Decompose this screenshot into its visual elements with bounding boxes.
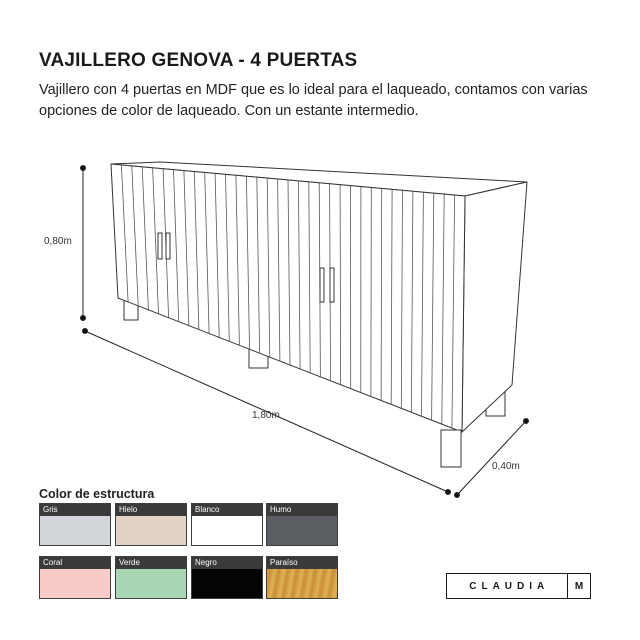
depth-label: 0,40m (492, 461, 520, 472)
swatch-coral[interactable] (39, 556, 111, 599)
swatch-label: Gris (40, 504, 110, 516)
swatch-humo[interactable] (266, 503, 338, 546)
brand-logo (446, 573, 591, 599)
width-label: 1,80m (252, 410, 280, 421)
swatch-label: Negro (192, 557, 262, 569)
swatch-color (192, 516, 262, 546)
swatch-color (267, 569, 337, 599)
swatch-label: Humo (267, 504, 337, 516)
depth-dimension-line (457, 421, 526, 495)
swatch-label: Verde (116, 557, 186, 569)
swatch-hielo[interactable] (115, 503, 187, 546)
cabinet-side (462, 182, 527, 432)
swatch-label: Coral (40, 557, 110, 569)
swatch-blanco[interactable] (191, 503, 263, 546)
door-handle (320, 268, 324, 302)
swatch-verde[interactable] (115, 556, 187, 599)
swatch-color (267, 516, 337, 546)
swatch-negro[interactable] (191, 556, 263, 599)
swatch-color (40, 516, 110, 546)
door-handle (158, 233, 162, 259)
product-description: Vajillero con 4 puertas en MDF que es lo ideal para el laqueado, contamos con varias opciones de color de laqueado. Con un estante intermedio. (39, 82, 588, 119)
swatch-gris[interactable] (39, 503, 111, 546)
swatch-label: Blanco (192, 504, 262, 516)
brand-initial: M (574, 580, 584, 592)
swatch-color (116, 516, 186, 546)
door-slat (340, 185, 341, 385)
swatch-paraiso[interactable] (266, 556, 338, 599)
swatch-color (192, 569, 262, 599)
door-handle (166, 233, 170, 259)
product-title: VAJILLERO GENOVA - 4 PUERTAS (39, 50, 358, 71)
swatch-label: Paraíso (267, 557, 337, 569)
height-label: 0,80m (44, 236, 72, 247)
swatch-color (40, 569, 110, 599)
door-handle (330, 268, 334, 302)
cabinet-leg (441, 430, 461, 467)
swatch-label: Hielo (116, 504, 186, 516)
color-section-heading: Color de estructura (39, 487, 155, 501)
swatch-color (116, 569, 186, 599)
brand-name: CLAUDIA (469, 580, 550, 592)
